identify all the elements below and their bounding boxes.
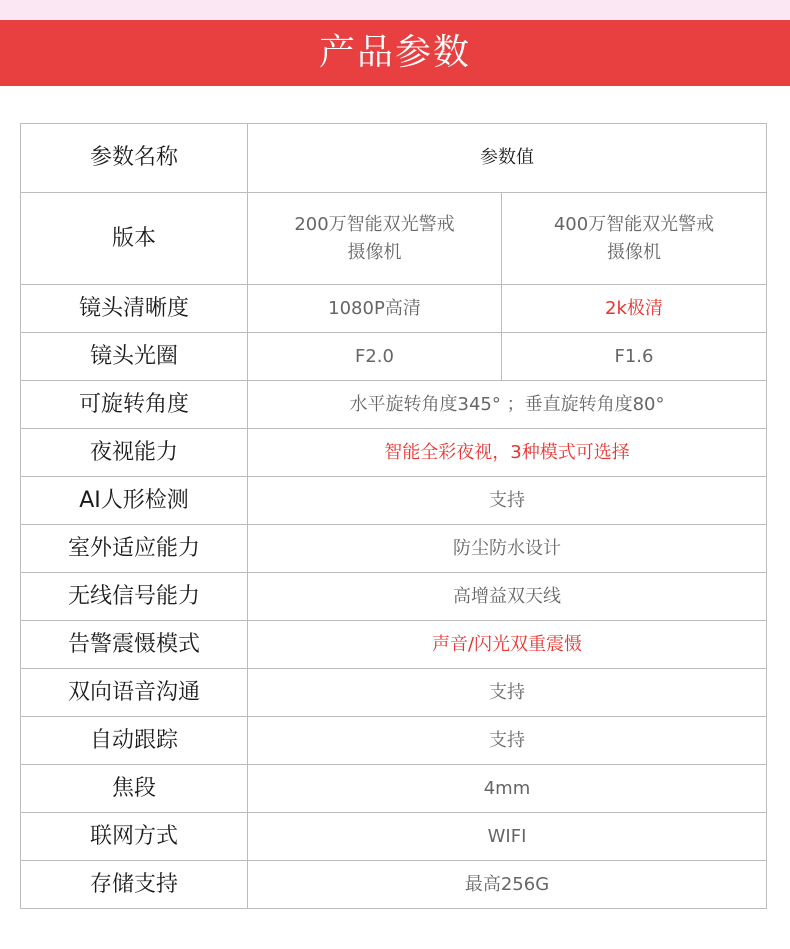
row-value: 最高256G [248, 861, 767, 909]
table-row [21, 861, 767, 909]
row-value: F2.0 [248, 333, 502, 381]
row-label: 自动跟踪 [21, 717, 248, 765]
row-value: 支持 [248, 669, 767, 717]
header-param-value: 参数值 [248, 124, 767, 193]
row-label: 告警震慑模式 [21, 621, 248, 669]
table-row [21, 717, 767, 765]
table-row [21, 621, 767, 669]
row-label: 室外适应能力 [21, 525, 248, 573]
table-row [21, 765, 767, 813]
table-row [21, 285, 767, 333]
spec-table [20, 123, 767, 909]
row-value: F1.6 [502, 333, 767, 381]
row-value: 高增益双天线 [248, 573, 767, 621]
table-row [21, 669, 767, 717]
row-value: WIFI [248, 813, 767, 861]
row-label: 版本 [21, 193, 248, 285]
row-value: 4mm [248, 765, 767, 813]
top-decor-strip [0, 0, 790, 20]
table-row [21, 813, 767, 861]
row-label: 存储支持 [21, 861, 248, 909]
table-row [21, 333, 767, 381]
row-label: 镜头清晰度 [21, 285, 248, 333]
row-value: 防尘防水设计 [248, 525, 767, 573]
row-label: 无线信号能力 [21, 573, 248, 621]
row-label: 镜头光圈 [21, 333, 248, 381]
table-row [21, 477, 767, 525]
table-row [21, 429, 767, 477]
row-label: 焦段 [21, 765, 248, 813]
table-header-row [21, 124, 767, 193]
row-value: 400万智能双光警戒 摄像机 [502, 193, 767, 285]
page-title: 产品参数 [318, 32, 471, 73]
table-row [21, 573, 767, 621]
row-value-highlight: 声音/闪光双重震慑 [248, 621, 767, 669]
header-param-name: 参数名称 [21, 124, 248, 193]
row-value-highlight: 智能全彩夜视，3种模式可选择 [248, 429, 767, 477]
row-value: 水平旋转角度345° ；垂直旋转角度80° [248, 381, 767, 429]
row-value: 1080P高清 [248, 285, 502, 333]
row-label: 可旋转角度 [21, 381, 248, 429]
row-label: 双向语音沟通 [21, 669, 248, 717]
row-value-highlight: 2k极清 [502, 285, 767, 333]
row-label: AI人形检测 [21, 477, 248, 525]
title-banner [0, 20, 790, 86]
row-value: 支持 [248, 477, 767, 525]
row-value: 200万智能双光警戒 摄像机 [248, 193, 502, 285]
row-value: 支持 [248, 717, 767, 765]
table-row [21, 525, 767, 573]
row-label: 夜视能力 [21, 429, 248, 477]
table-row [21, 193, 767, 285]
table-row [21, 381, 767, 429]
row-label: 联网方式 [21, 813, 248, 861]
